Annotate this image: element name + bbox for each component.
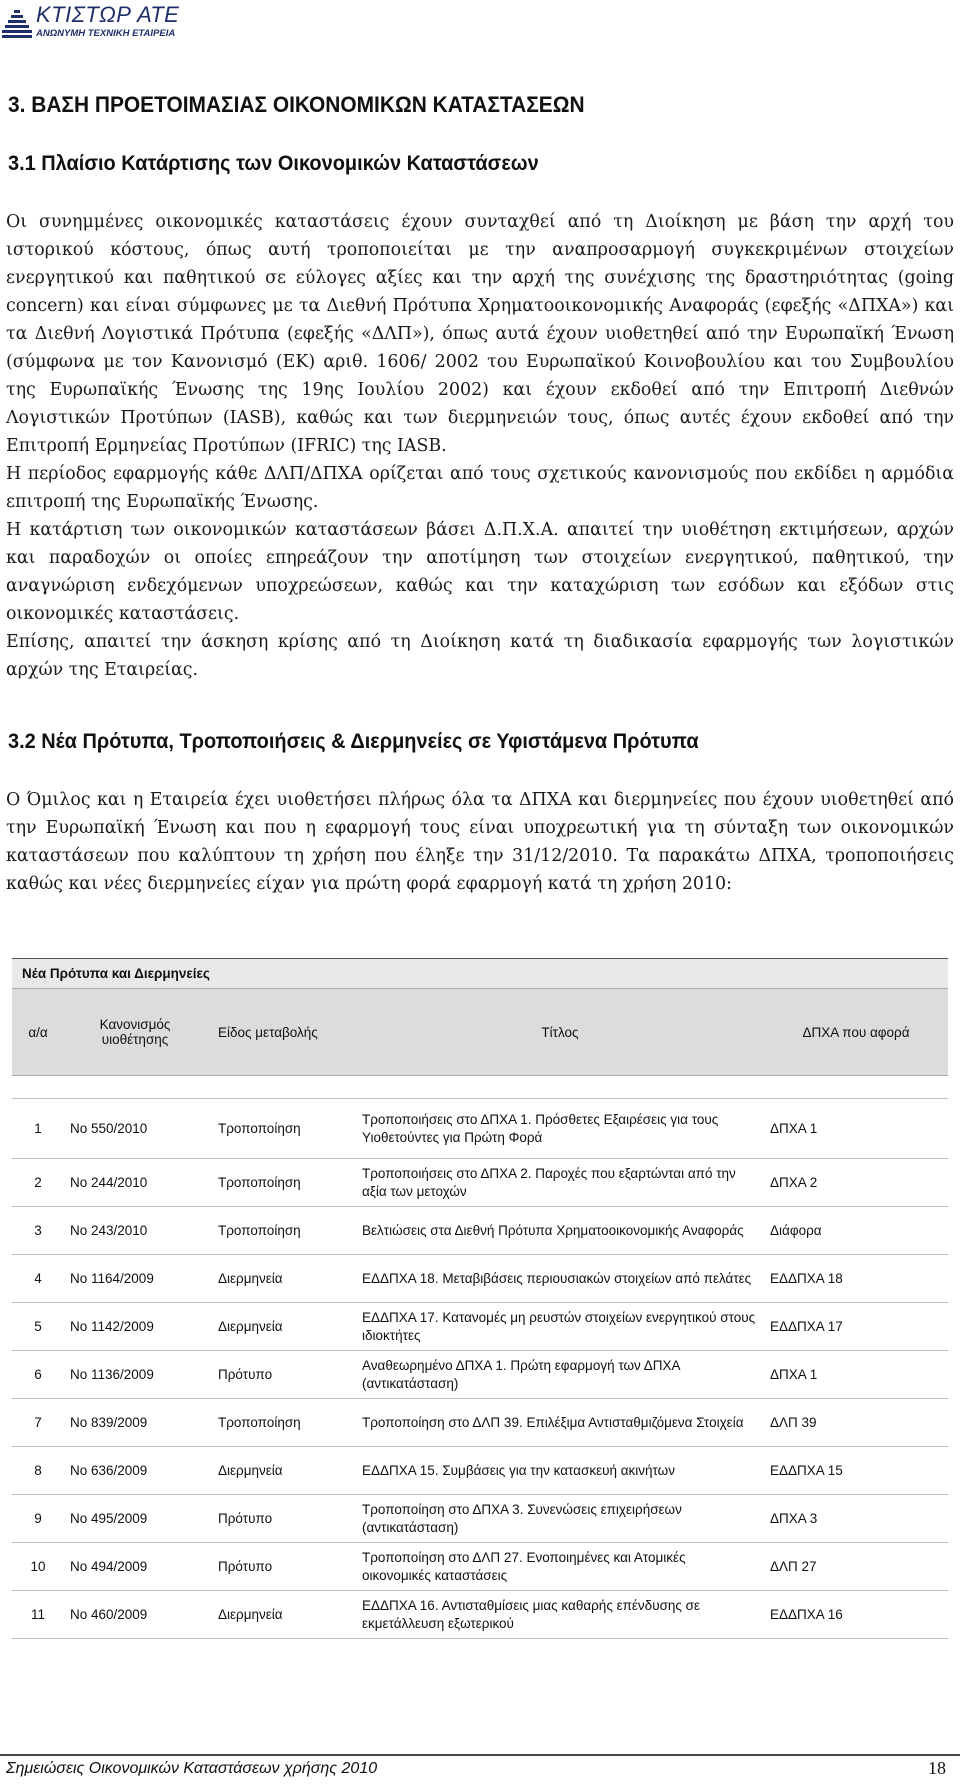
paragraph: Επίσης, απαιτεί την άσκηση κρίσης από τη Διοίκηση κατά τη διαδικασία εφαρμογής των λογιστικών αρχών της Εταιρείας. [6, 632, 954, 680]
table-row [12, 1495, 948, 1543]
table-spacer-row [12, 1076, 948, 1099]
row-index: 4 [12, 1255, 64, 1303]
page-number: 18 [928, 1758, 946, 1778]
table-row [12, 1207, 948, 1255]
row-change-type: Τροποποίηση [206, 1399, 356, 1447]
section-3-1-title: 3.1 Πλαίσιο Κατάρτισης των Οικονομικών Καταστάσεων [8, 152, 539, 175]
column-header: Είδος μεταβολής [206, 989, 356, 1076]
column-header: Κανονισμός υιοθέτησης [64, 989, 206, 1076]
row-index: 6 [12, 1351, 64, 1399]
row-change-type: Πρότυπο [206, 1351, 356, 1399]
company-logo-icon [2, 4, 32, 38]
row-change-type: Τροποποίηση [206, 1159, 356, 1207]
table-row [12, 1399, 948, 1447]
paragraph: Η περίοδος εφαρμογής κάθε ΔΛΠ/ΔΠΧΑ ορίζεται από τους σχετικούς κανονισμούς που εκδίδει η αρμόδια επιτροπή της Ευρωπαϊκής Ένωσης. [6, 464, 954, 512]
row-index: 7 [12, 1399, 64, 1447]
row-change-type: Διερμηνεία [206, 1255, 356, 1303]
row-standard: ΕΔΔΠΧΑ 18 [764, 1255, 948, 1303]
row-title: Βελτιώσεις στα Διεθνή Πρότυπα Χρηματοοικονομικής Αναφοράς [356, 1207, 764, 1255]
row-index: 9 [12, 1495, 64, 1543]
section-3-1-body [6, 208, 954, 684]
row-regulation: Νο 244/2010 [64, 1159, 206, 1207]
row-standard: Διάφορα [764, 1207, 948, 1255]
row-change-type: Διερμηνεία [206, 1447, 356, 1495]
footer-divider [0, 1754, 960, 1756]
row-change-type: Διερμηνεία [206, 1591, 356, 1639]
row-index: 3 [12, 1207, 64, 1255]
row-standard: ΔΠΧΑ 1 [764, 1099, 948, 1159]
column-header: ΔΠΧΑ που αφορά [764, 989, 948, 1076]
row-title: Τροποποίηση στο ΔΛΠ 39. Επιλέξιμα Αντισταθμιζόμενα Στοιχεία [356, 1399, 764, 1447]
row-regulation: Νο 494/2009 [64, 1543, 206, 1591]
row-title: ΕΔΔΠΧΑ 15. Συμβάσεις για την κατασκευή ακινήτων [356, 1447, 764, 1495]
paragraph: Οι συνημμένες οικονομικές καταστάσεις έχουν συνταχθεί από τη Διοίκηση με βάση την αρχή του ιστορικού κόστους, όπως αυτή τροποποιείται με την αναπροσαρμογή συγκεκριμένων στοιχείων ενεργητικού και παθητικού σε εύλογες αξίες και την αρχή της συνέχισης της δραστηριότητας (going concern) και είναι σύμφωνες με τα Διεθνή Πρότυπα Χρηματοοικονομικής Αναφοράς (εφεξής «ΔΠΧΑ») και τα Διεθνή Λογιστικά Πρότυπα (εφεξής «ΔΛΠ»), όπως αυτά έχουν υιοθετηθεί από την Ευρωπαϊκή Ένωση (σύμφωνα με τον Κανονισμό (ΕΚ) αριθ. 1606/ 2002 του Ευρωπαϊκού Κοινοβουλίου και του Συμβουλίου της Ευρωπαϊκής Ένωσης της 19ης Ιουλίου 2002) και έχουν εκδοθεί από την Επιτροπή Διεθνών Λογιστικών Προτύπων (IASB), καθώς και των διερμηνειών τους, όπως αυτές έχουν εκδοθεί από την Επιτροπή Ερμηνείας Προτύπων (IFRIC) της IASB. [6, 212, 954, 456]
paragraph: Η κατάρτιση των οικονομικών καταστάσεων βάσει Δ.Π.Χ.Α. απαιτεί την υιοθέτηση εκτιμήσεων, αρχών και παραδοχών οι οποίες επηρεάζουν την αποτίμηση των στοιχείων ενεργητικού, παθητικού, την αναγνώριση ενδεχόμενων υποχρεώσεων, καθώς και την καταχώριση των εσόδων και εξόδων στις οικονομικές καταστάσεις. [6, 520, 954, 624]
row-regulation: Νο 1136/2009 [64, 1351, 206, 1399]
company-subtitle: ΑΝΩΝΥΜΗ ΤΕΧΝΙΚΗ ΕΤΑΙΡΕΙΑ [36, 28, 176, 39]
row-title: ΕΔΔΠΧΑ 18. Μεταβιβάσεις περιουσιακών στοιχείων από πελάτες [356, 1255, 764, 1303]
table-row [12, 1255, 948, 1303]
table-title-row [12, 959, 948, 989]
row-index: 2 [12, 1159, 64, 1207]
row-regulation: Νο 636/2009 [64, 1447, 206, 1495]
table-title: Νέα Πρότυπα και Διερμηνείες [12, 959, 948, 989]
row-title: Αναθεωρημένο ΔΠΧΑ 1. Πρώτη εφαρμογή των ΔΠΧΑ (αντικατάσταση) [356, 1351, 764, 1399]
row-change-type: Τροποποίηση [206, 1207, 356, 1255]
section-3-title: 3. ΒΑΣΗ ΠΡΟΕΤΟΙΜΑΣΙΑΣ ΟΙΚΟΝΟΜΙΚΩΝ ΚΑΤΑΣΤΑΣΕΩΝ [8, 92, 585, 117]
row-standard: ΔΠΧΑ 3 [764, 1495, 948, 1543]
row-title: Τροποποιήσεις στο ΔΠΧΑ 1. Πρόσθετες Εξαιρέσεις για τους Υιοθετούντες για Πρώτη Φορά [356, 1099, 764, 1159]
company-name: ΚΤΙΣΤΩΡ ΑΤΕ [36, 2, 180, 27]
row-change-type: Πρότυπο [206, 1543, 356, 1591]
row-index: 11 [12, 1591, 64, 1639]
section-3-2-title: 3.2 Νέα Πρότυπα, Τροποποιήσεις & Διερμηνείες σε Υφιστάμενα Πρότυπα [8, 730, 699, 753]
row-change-type: Τροποποίηση [206, 1099, 356, 1159]
row-standard: ΔΛΠ 39 [764, 1399, 948, 1447]
company-header [0, 0, 300, 42]
table-row [12, 1351, 948, 1399]
row-regulation: Νο 1142/2009 [64, 1303, 206, 1351]
row-title: Τροποποίηση στο ΔΠΧΑ 3. Συνενώσεις επιχειρήσεων (αντικατάσταση) [356, 1495, 764, 1543]
table-body [12, 1099, 948, 1639]
row-title: Τροποποιήσεις στο ΔΠΧΑ 2. Παροχές που εξαρτώνται από την αξία των μετοχών [356, 1159, 764, 1207]
table-row [12, 1303, 948, 1351]
row-regulation: Νο 495/2009 [64, 1495, 206, 1543]
column-header: Τίτλος [356, 989, 764, 1076]
row-regulation: Νο 550/2010 [64, 1099, 206, 1159]
table-header-row [12, 989, 948, 1076]
row-standard: ΔΛΠ 27 [764, 1543, 948, 1591]
table-row [12, 1099, 948, 1159]
row-standard: ΕΔΔΠΧΑ 15 [764, 1447, 948, 1495]
section-3-2-body [6, 786, 954, 898]
row-index: 5 [12, 1303, 64, 1351]
row-standard: ΕΔΔΠΧΑ 17 [764, 1303, 948, 1351]
row-standard: ΕΔΔΠΧΑ 16 [764, 1591, 948, 1639]
table-row [12, 1447, 948, 1495]
table-row [12, 1159, 948, 1207]
paragraph: Ο Όμιλος και η Εταιρεία έχει υιοθετήσει πλήρως όλα τα ΔΠΧΑ και διερμηνείες που έχουν υιοθετηθεί από την Ευρωπαϊκή Ένωση και που η εφαρμογή τους είναι υποχρεωτική για τη σύνταξη των οικονομικών καταστάσεων που καλύπτουν τη χρήση που έληξε την 31/12/2010. Τα παρακάτω ΔΠΧΑ, τροποποιήσεις καθώς και νέες διερμηνείες είχαν για πρώτη φορά εφαρμογή κατά τη χρήση 2010: [6, 790, 954, 894]
row-regulation: Νο 243/2010 [64, 1207, 206, 1255]
row-title: Τροποποίηση στο ΔΛΠ 27. Ενοποιημένες και Ατομικές οικονομικές καταστάσεις [356, 1543, 764, 1591]
row-index: 10 [12, 1543, 64, 1591]
row-change-type: Πρότυπο [206, 1495, 356, 1543]
table-row [12, 1591, 948, 1639]
footer-title: Σημειώσεις Οικονομικών Καταστάσεων χρήσης 2010 [6, 1760, 378, 1777]
row-title: ΕΔΔΠΧΑ 16. Αντισταθμίσεις μιας καθαρής επένδυσης σε εκμετάλλευση εξωτερικού [356, 1591, 764, 1639]
row-regulation: Νο 839/2009 [64, 1399, 206, 1447]
table-row [12, 1543, 948, 1591]
row-index: 1 [12, 1099, 64, 1159]
row-standard: ΔΠΧΑ 1 [764, 1351, 948, 1399]
row-regulation: Νο 1164/2009 [64, 1255, 206, 1303]
column-header: α/α [12, 989, 64, 1076]
row-regulation: Νο 460/2009 [64, 1591, 206, 1639]
row-change-type: Διερμηνεία [206, 1303, 356, 1351]
row-index: 8 [12, 1447, 64, 1495]
standards-table [12, 958, 948, 1639]
row-standard: ΔΠΧΑ 2 [764, 1159, 948, 1207]
row-title: ΕΔΔΠΧΑ 17. Κατανομές μη ρευστών στοιχείων ενεργητικού στους ιδιοκτήτες [356, 1303, 764, 1351]
